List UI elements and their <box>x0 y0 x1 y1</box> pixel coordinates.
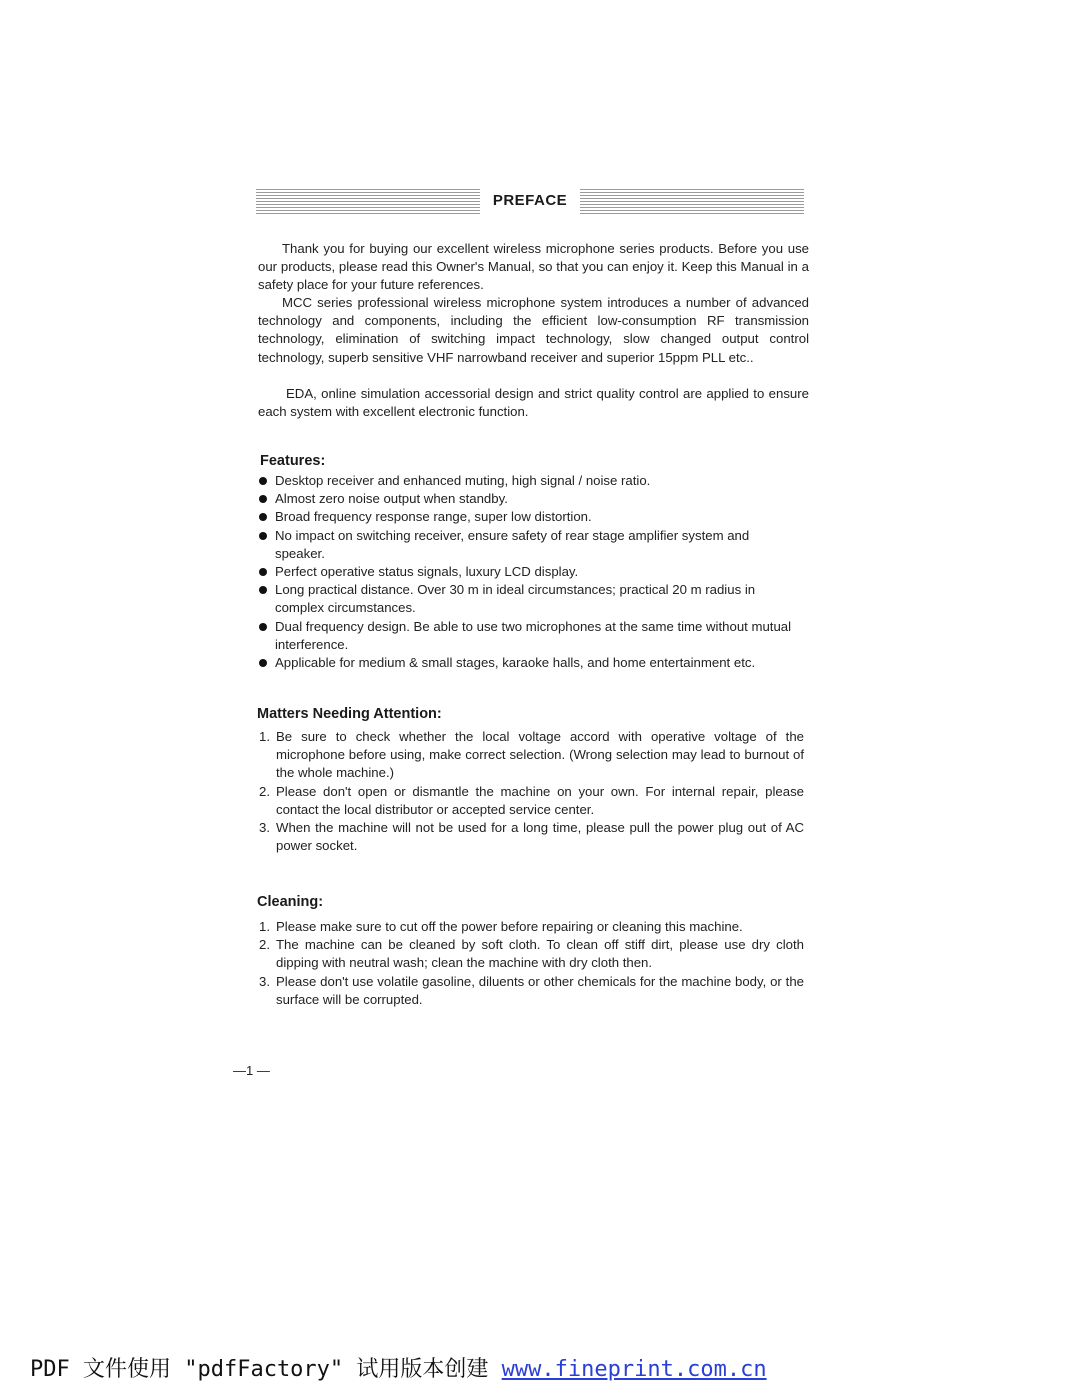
feature-item: No impact on switching receiver, ensure safety of rear stage amplifier system and speaker. <box>258 527 798 563</box>
feature-item: Dual frequency design. Be able to use two microphones at the same time without mutual interference. <box>258 618 798 654</box>
cleaning-item: 1. Please make sure to cut off the power before repairing or cleaning this machine. <box>259 919 743 934</box>
intro-paragraph-1: Thank you for buying our excellent wireless microphone series products. Before you use our products, please read this Owner's Manual, so that you can enjoy it. Keep this Manual in a safety place for your future references. <box>258 241 809 293</box>
feature-item: Desktop receiver and enhanced muting, high signal / noise ratio. <box>258 472 798 490</box>
footer-text: PDF 文件使用 "pdfFactory" 试用版本创建 <box>30 1357 502 1382</box>
preface-title-bar <box>256 189 804 215</box>
cleaning-heading: Cleaning: <box>257 894 324 910</box>
page-title: PREFACE <box>492 192 568 209</box>
feature-item: Applicable for medium & small stages, karaoke halls, and home entertainment etc. <box>258 654 798 672</box>
footer-link[interactable]: www.fineprint.com.cn <box>501 1357 767 1382</box>
title-decoration-right <box>580 189 804 215</box>
feature-item: Perfect operative status signals, luxury LCD display. <box>258 563 798 581</box>
pdf-footer <box>30 1352 767 1383</box>
bullet-icon <box>259 477 267 485</box>
matters-item: 3. When the machine will not be used for a long time, please pull the power plug out of AC power socket. <box>259 820 804 854</box>
bullet-icon <box>259 623 267 631</box>
feature-item: Long practical distance. Over 30 m in ideal circumstances; practical 20 m radius in complex circumstances. <box>258 581 798 617</box>
page-number: —1 — <box>233 1063 270 1078</box>
bullet-icon <box>259 659 267 667</box>
features-heading: Features: <box>260 453 326 469</box>
bullet-icon <box>259 495 267 503</box>
cleaning-list <box>259 918 804 1009</box>
intro-paragraph-3: EDA, online simulation accessorial design and strict quality control are applied to ensure each system with excellent electronic function. <box>258 386 809 420</box>
features-list <box>258 472 798 672</box>
intro-paragraph-2: MCC series professional wireless microphone system introduces a number of advanced technology and components, including the efficient low-consumption RF transmission technology, elimination of switching impact technology, slow changed output control technology, superb sensitive VHF narrowband receiver and superior 15ppm PLL etc.. <box>258 295 809 365</box>
bullet-icon <box>259 532 267 540</box>
bullet-icon <box>259 568 267 576</box>
matters-list <box>259 728 804 855</box>
matters-heading: Matters Needing Attention: <box>257 706 442 722</box>
feature-item: Broad frequency response range, super low distortion. <box>258 508 798 526</box>
matters-item: 1. Be sure to check whether the local voltage accord with operative voltage of the microphone before using, make correct selection. (Wrong selection may lead to burnout of the whole machine.) <box>259 729 804 781</box>
title-decoration-left <box>256 189 480 215</box>
bullet-icon <box>259 513 267 521</box>
cleaning-item: 3. Please don't use volatile gasoline, diluents or other chemicals for the machine body, or the surface will be corrupted. <box>259 973 804 1007</box>
bullet-icon <box>259 586 267 594</box>
cleaning-item: 2. The machine can be cleaned by soft cloth. To clean off stiff dirt, please use dry cloth dipping with neutral wash; clean the machine with dry cloth then. <box>259 937 804 971</box>
matters-item: 2. Please don't open or dismantle the machine on your own. For internal repair, please contact the local distributor or accepted service center. <box>259 783 804 817</box>
feature-item: Almost zero noise output when standby. <box>258 490 798 508</box>
